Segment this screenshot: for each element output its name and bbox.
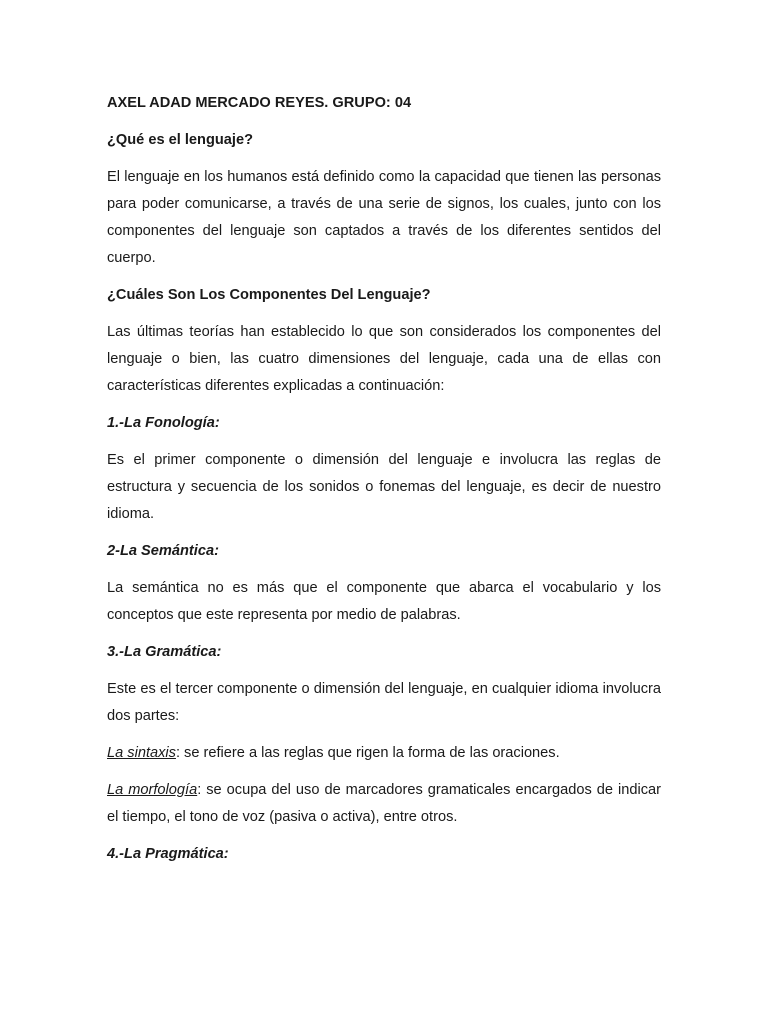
section-heading-fonologia: 1.-La Fonología: bbox=[107, 415, 220, 431]
paragraph-language-definition: El lenguaje en los humanos está definido como la capacidad que tienen las personas para poder comunicarse, a través de una serie de signos, los cuales, junto con los componentes del lenguaje son captados a través de los diferentes sentidos del cuerpo. bbox=[107, 169, 661, 266]
paragraph-semantica: La semántica no es más que el componente que abarca el vocabulario y los conceptos que este representa por medio de palabras. bbox=[107, 580, 661, 623]
paragraph-components-intro: Las últimas teorías han establecido lo que son considerados los componentes del lenguaje o bien, las cuatro dimensiones del lenguaje, cada una de ellas con características diferentes explicadas a continuación: bbox=[107, 324, 661, 394]
paragraph-fonologia: Es el primer componente o dimensión del lenguaje e involucra las reglas de estructura y secuencia de los sonidos o fonemas del lenguaje, es decir de nuestro idioma. bbox=[107, 452, 661, 522]
document-page bbox=[107, 90, 661, 878]
section-heading-semantica: 2-La Semántica: bbox=[107, 543, 219, 559]
section-heading-gramatica: 3.-La Gramática: bbox=[107, 644, 222, 660]
definition-sintaxis: : se refiere a las reglas que rigen la forma de las oraciones. bbox=[175, 745, 560, 761]
term-sintaxis: La sintaxis bbox=[107, 745, 176, 761]
paragraph-morfologia bbox=[107, 777, 661, 831]
paragraph-sintaxis bbox=[107, 740, 661, 767]
question-heading-components: ¿Cuáles Son Los Componentes Del Lenguaje? bbox=[107, 287, 431, 303]
author-header: AXEL ADAD MERCADO REYES. GRUPO: 04 bbox=[107, 95, 412, 111]
section-heading-pragmatica: 4.-La Pragmática: bbox=[107, 846, 229, 862]
paragraph-gramatica: Este es el tercer componente o dimensión del lenguaje, en cualquier idioma involucra dos partes: bbox=[107, 681, 661, 724]
definition-morfologia: : se ocupa del uso de marcadores gramaticales encargados de indicar el tiempo, el tono de voz (pasiva o activa), entre otros. bbox=[107, 782, 661, 825]
question-heading-language: ¿Qué es el lenguaje? bbox=[107, 132, 253, 148]
term-morfologia: La morfología bbox=[107, 782, 198, 798]
